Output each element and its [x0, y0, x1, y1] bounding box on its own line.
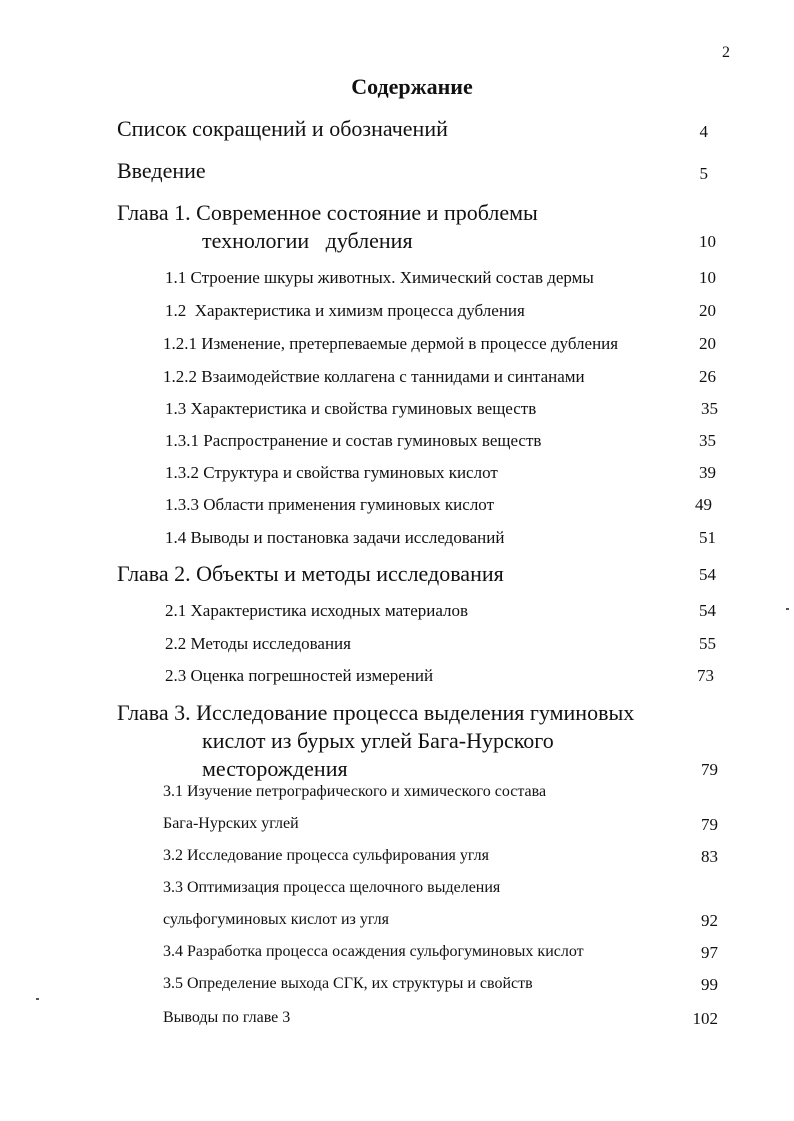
toc-entry-page: 20	[699, 301, 716, 320]
toc-entry-text: 1.2 Характеристика и химизм процесса дубления	[165, 301, 525, 320]
page-number: 2	[722, 44, 730, 61]
toc-entry-page: 92	[701, 911, 718, 930]
toc-entry-page: 99	[701, 975, 718, 994]
toc-entry-text: 2.3 Оценка погрешностей измерений	[165, 666, 434, 685]
toc-entry-text: Выводы по главе 3	[163, 1009, 291, 1026]
toc-entry-text: Глава 2. Объекты и методы исследования	[117, 561, 504, 586]
toc-entry-page: 79	[701, 760, 718, 779]
toc-entry-page: 54	[699, 565, 716, 584]
toc-entry-text: Глава 3. Исследование процесса выделения гуминовых	[117, 700, 635, 725]
toc-entry-text: 3.4 Разработка процесса осаждения сульфогуминовых кислот	[163, 943, 584, 960]
toc-entry-page: 4	[699, 122, 708, 141]
toc-entry-text: 1.3.1 Распространение и состав гуминовых веществ	[165, 431, 542, 450]
toc-entry-text: 3.5 Определение выхода СГК, их структуры и свойств	[163, 975, 533, 992]
toc-entry-page: 97	[701, 943, 718, 962]
toc-entry-text: 2.2 Методы исследования	[165, 634, 351, 653]
toc-entry-text: 3.2 Исследование процесса сульфирования угля	[163, 847, 489, 864]
toc-entry-page: 102	[692, 1009, 718, 1028]
toc-entry-text: кислот из бурых углей Бага-Нурского	[202, 728, 554, 753]
toc-entry-page: 26	[699, 367, 716, 386]
scan-speck	[786, 608, 789, 610]
toc-entry-page: 35	[699, 431, 716, 450]
toc-entry-text: 1.3.2 Структура и свойства гуминовых кислот	[165, 463, 498, 482]
scan-speck	[36, 998, 39, 1000]
toc-entry-text: Список сокращений и обозначений	[117, 116, 448, 141]
toc-entry-text: 1.2.2 Взаимодействие коллагена с таннидами и синтанами	[163, 367, 585, 386]
toc-entry-text: 1.4 Выводы и постановка задачи исследований	[165, 528, 505, 547]
toc-entry-text: 2.1 Характеристика исходных материалов	[165, 601, 469, 620]
toc-entry-page: 10	[699, 232, 716, 251]
toc-entry-text: технологии дубления	[202, 228, 413, 253]
toc-entry-page: 10	[699, 268, 716, 287]
toc-entry-page: 51	[699, 528, 716, 547]
toc-entry-text: 3.3 Оптимизация процесса щелочного выделения	[163, 879, 501, 896]
toc-entry-page: 49	[695, 495, 712, 514]
toc-entry-page: 54	[699, 601, 716, 620]
toc-entry-text: 1.1 Строение шкуры животных. Химический состав дермы	[165, 268, 594, 287]
toc-entry-page: 79	[701, 815, 718, 834]
toc-entry-text: сульфогуминовых кислот из угля	[163, 911, 389, 928]
toc-entry-page: 83	[701, 847, 718, 866]
page-title: Содержание	[351, 74, 473, 99]
toc-entry-page: 5	[699, 164, 708, 183]
toc-entry-page: 73	[697, 666, 714, 685]
toc-entry-page: 20	[699, 334, 716, 353]
toc-entry-text: 3.1 Изучение петрографического и химического состава	[163, 783, 547, 800]
toc-entry-text: Глава 1. Современное состояние и проблемы	[117, 200, 538, 225]
toc-entry-text: 1.3.3 Области применения гуминовых кислот	[165, 495, 495, 514]
toc-entry-text: 1.2.1 Изменение, претерпеваемые дермой в процессе дубления	[163, 334, 619, 353]
toc-entry-text: 1.3 Характеристика и свойства гуминовых веществ	[165, 399, 537, 418]
toc-entry-text: Бага-Нурских углей	[163, 815, 299, 832]
toc-entry-page: 35	[701, 399, 718, 418]
toc-entry-page: 39	[699, 463, 716, 482]
toc-entry-page: 55	[699, 634, 716, 653]
toc-entry-text: Введение	[117, 158, 206, 183]
toc-entry-text: месторождения	[202, 756, 348, 781]
